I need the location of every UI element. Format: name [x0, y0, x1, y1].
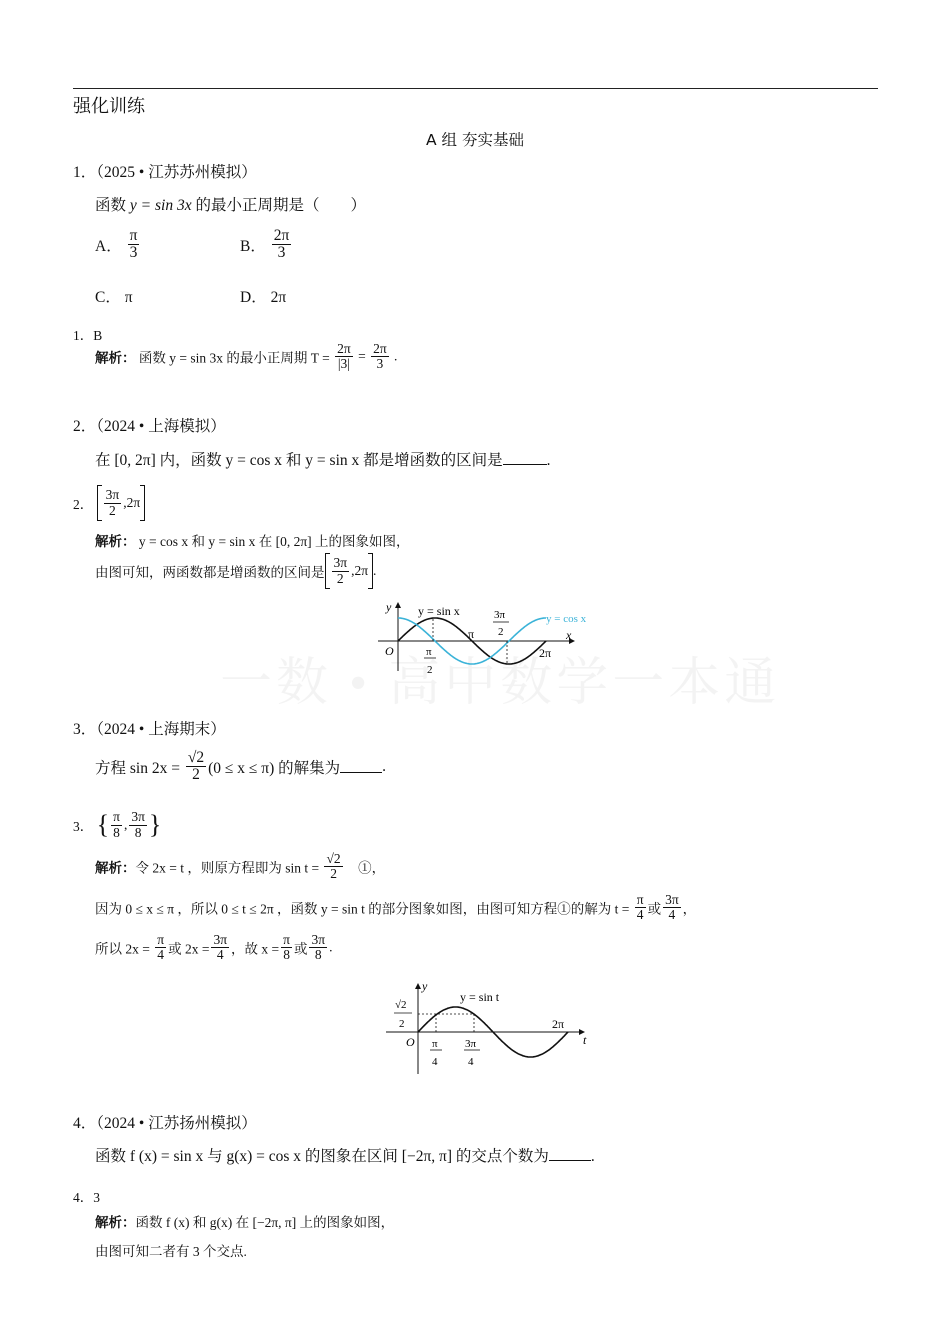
q3-solution-frac1: $\frac{√2}{2}$: [326, 851, 341, 882]
q1-solution-frac1: $\frac{2\pi}{|3|}$: [337, 341, 351, 372]
q4-number: 4．: [73, 1115, 97, 1132]
q1-option-c-label: C．: [95, 289, 121, 306]
q1-solution-text: 函数 y = sin 3x 的最小正周期 T =: [138, 350, 330, 366]
q2-solution-line1: [95, 530, 410, 550]
q1-option-d-value: 2π: [270, 289, 287, 306]
q2-answer-number: 2．: [73, 497, 94, 512]
q3-solution-line2: [95, 893, 696, 922]
q2-solution-text2: 由图可知，两函数都是增函数的区间是: [95, 565, 325, 580]
q1-answer: 1．B: [73, 328, 103, 343]
q2-solution-end: .: [373, 563, 377, 578]
q4-solution-line1: [95, 1211, 394, 1231]
q3-stem-end: .: [382, 757, 387, 775]
q4-answer: 4．3: [73, 1190, 100, 1205]
q1-stem-post: 的最小正周期是（ ）: [191, 197, 366, 214]
group-title: A 组 夯实基础: [426, 131, 524, 149]
q2-stem-end: .: [546, 452, 551, 469]
q3-solution-or1: 或 2x =: [168, 941, 210, 957]
q3-solution-line3: [95, 933, 332, 962]
q1-option-b-value: $\frac{2\pi}{3}$: [273, 227, 290, 262]
q3-solution-frac6: $\frac{\pi}{8}$: [283, 932, 290, 963]
q1-option-c[interactable]: [95, 285, 133, 307]
q3-sqrt-num: √2: [395, 999, 407, 1011]
q2-origin: O: [385, 644, 394, 658]
q3-y-label: y: [422, 979, 428, 993]
q1-solution-frac2: $\frac{2\pi}{3}$: [373, 341, 387, 372]
q4-header: [73, 1111, 257, 1133]
q2-number: 2．: [73, 418, 97, 435]
q3-answer-frac1: $\frac{\pi}{8}$: [113, 809, 120, 840]
q1-solution: [95, 342, 397, 371]
q1-solution-eq: =: [358, 348, 366, 364]
q3-stem-post: (0 ≤ x ≤ π) 的解集为: [208, 759, 341, 777]
q2-stem-text: 在 [0, 2π] 内，函数 y = cos x 和 y = sin x 都是增函数的区间是: [95, 452, 503, 469]
q1-solution-end: .: [394, 348, 398, 364]
q2-answer-frac: $\frac{3\pi}{2}$: [105, 487, 120, 518]
q3-answer-number: 3．: [73, 819, 94, 834]
q2-three-half-den: 2: [498, 626, 504, 638]
q3-origin: O: [406, 1035, 415, 1049]
q2-solution-line2: [95, 553, 376, 589]
q2-three-half-num: 3π: [494, 609, 506, 621]
q2-answer-tail: ,2π: [123, 495, 141, 510]
q3-quarter-num: π: [432, 1038, 438, 1050]
q2-solution-text1: y = cos x 和 y = sin x 在 [0, 2π] 上的图象如图，: [135, 534, 410, 549]
q2-pi-label: π: [468, 627, 475, 641]
q3-solution-end3: .: [329, 939, 333, 955]
q3-twopi-label: 2π: [552, 1017, 565, 1031]
q3-solution-post1: ①，: [344, 860, 386, 876]
q1-option-a[interactable]: [95, 228, 141, 262]
q3-solution-or: 或: [647, 901, 662, 917]
q1-jiexi-label: 解析：: [95, 350, 136, 366]
q2-y-label: y: [386, 600, 392, 614]
q3-answer: 3． { $\frac{\pi}{8}$ , $\frac{3\pi}{8}$ }: [73, 809, 162, 840]
q1-option-d-label: D．: [240, 289, 267, 306]
q3-x-label: t: [583, 1033, 587, 1047]
q2-sin-label: y = sin x: [418, 604, 460, 618]
q2-half-pi-num: π: [426, 646, 432, 658]
q4-jiexi-label: 解析：: [95, 1215, 136, 1230]
q3-stem-pre: 方程 sin 2x =: [95, 759, 180, 777]
q1-option-b-label: B．: [240, 237, 266, 255]
q2-header: [73, 414, 226, 436]
q3-three-quarter-den: 4: [468, 1056, 474, 1068]
q3-stem: [95, 750, 386, 784]
q2-cos-label: y = cos x: [546, 613, 587, 625]
q3-number: 3．: [73, 721, 97, 738]
q2-jiexi-label: 解析：: [95, 534, 136, 549]
q2-answer-blank[interactable]: [503, 452, 547, 465]
q2-source: （2024 • 上海模拟）: [96, 418, 226, 435]
q3-stem-frac: $\frac{√2}{2}$: [187, 749, 205, 784]
q2-stem: [95, 448, 551, 470]
q3-jiexi-label: 解析：: [95, 860, 136, 876]
q4-answer-blank[interactable]: [549, 1148, 591, 1161]
q3-solution-frac7: $\frac{3\pi}{8}$: [311, 932, 326, 963]
q4-stem-text: 函数 f (x) = sin x 与 g(x) = cos x 的图象在区间 [−2π, π] 的交点个数为: [95, 1148, 549, 1165]
q3-three-quarter-num: 3π: [465, 1038, 477, 1050]
q1-stem-pre: 函数: [95, 197, 130, 214]
q3-solution-text1: 令 2x = t ，则原方程即为 sin t =: [135, 860, 320, 876]
q1-option-b[interactable]: [240, 228, 293, 262]
q3-solution-frac5: $\frac{3\pi}{4}$: [213, 932, 228, 963]
q1-stem: [95, 193, 366, 215]
q1-option-a-value: $\frac{\pi}{3}$: [129, 227, 138, 262]
q1-option-d[interactable]: [240, 285, 286, 307]
q1-stem-expr: y = sin 3x: [129, 197, 192, 214]
q3-solution-end2: ，: [682, 901, 697, 917]
q1-option-a-label: A．: [95, 237, 122, 255]
q4-stem: [95, 1144, 595, 1166]
q1-number: 1．: [73, 164, 97, 181]
q3-solution-line1: [95, 852, 385, 881]
q3-solution-or2: 或: [293, 941, 308, 957]
q2-answer: [73, 485, 145, 521]
q3-graph: [380, 978, 595, 1078]
q3-solution-frac4: $\frac{\pi}{4}$: [157, 932, 165, 963]
q3-source: （2024 • 上海期末）: [96, 721, 226, 738]
q3-solution-frac2: $\frac{\pi}{4}$: [636, 892, 644, 923]
q3-solution-frac3: $\frac{3\pi}{4}$: [665, 892, 679, 923]
q1-source: （2025 • 江苏苏州模拟）: [96, 164, 257, 181]
q3-answer-frac2: $\frac{3\pi}{8}$: [131, 809, 145, 840]
q4-solution-text1: 函数 f (x) 和 g(x) 在 [−2π, π] 上的图象如图，: [135, 1215, 395, 1230]
q2-half-pi-den: 2: [427, 664, 433, 676]
q4-solution-line2: 由图可知二者有 3 个交点.: [95, 1244, 247, 1259]
q4-source: （2024 • 江苏扬州模拟）: [96, 1115, 257, 1132]
header-rule: [73, 88, 878, 89]
section-title: 强化训练: [73, 96, 145, 117]
q4-stem-end: .: [590, 1148, 595, 1165]
q2-twopi-label: 2π: [539, 646, 552, 660]
q3-sqrt-den: 2: [399, 1018, 405, 1030]
q3-solution-text2: 因为 0 ≤ x ≤ π ，所以 0 ≤ t ≤ 2π ，函数 y = sin t 的部分图象如图，由图可知方程①的解为 t =: [95, 901, 630, 917]
q3-header: [73, 717, 226, 739]
q3-curve-label: y = sin t: [460, 990, 500, 1004]
q1-header: [73, 160, 257, 182]
q3-answer-blank[interactable]: [340, 760, 382, 773]
q3-solution-text3: 所以 2x =: [95, 941, 150, 957]
q3-quarter-den: 4: [432, 1056, 438, 1068]
q2-solution-frac: $\frac{3\pi}{2}$: [333, 555, 348, 586]
q2-graph: [370, 595, 610, 685]
q2-x-label: x: [566, 628, 572, 642]
q2-solution-tail: ,2π: [351, 563, 369, 578]
q1-option-c-value: π: [124, 289, 133, 306]
q3-solution-mid: ，故 x =: [231, 941, 280, 957]
